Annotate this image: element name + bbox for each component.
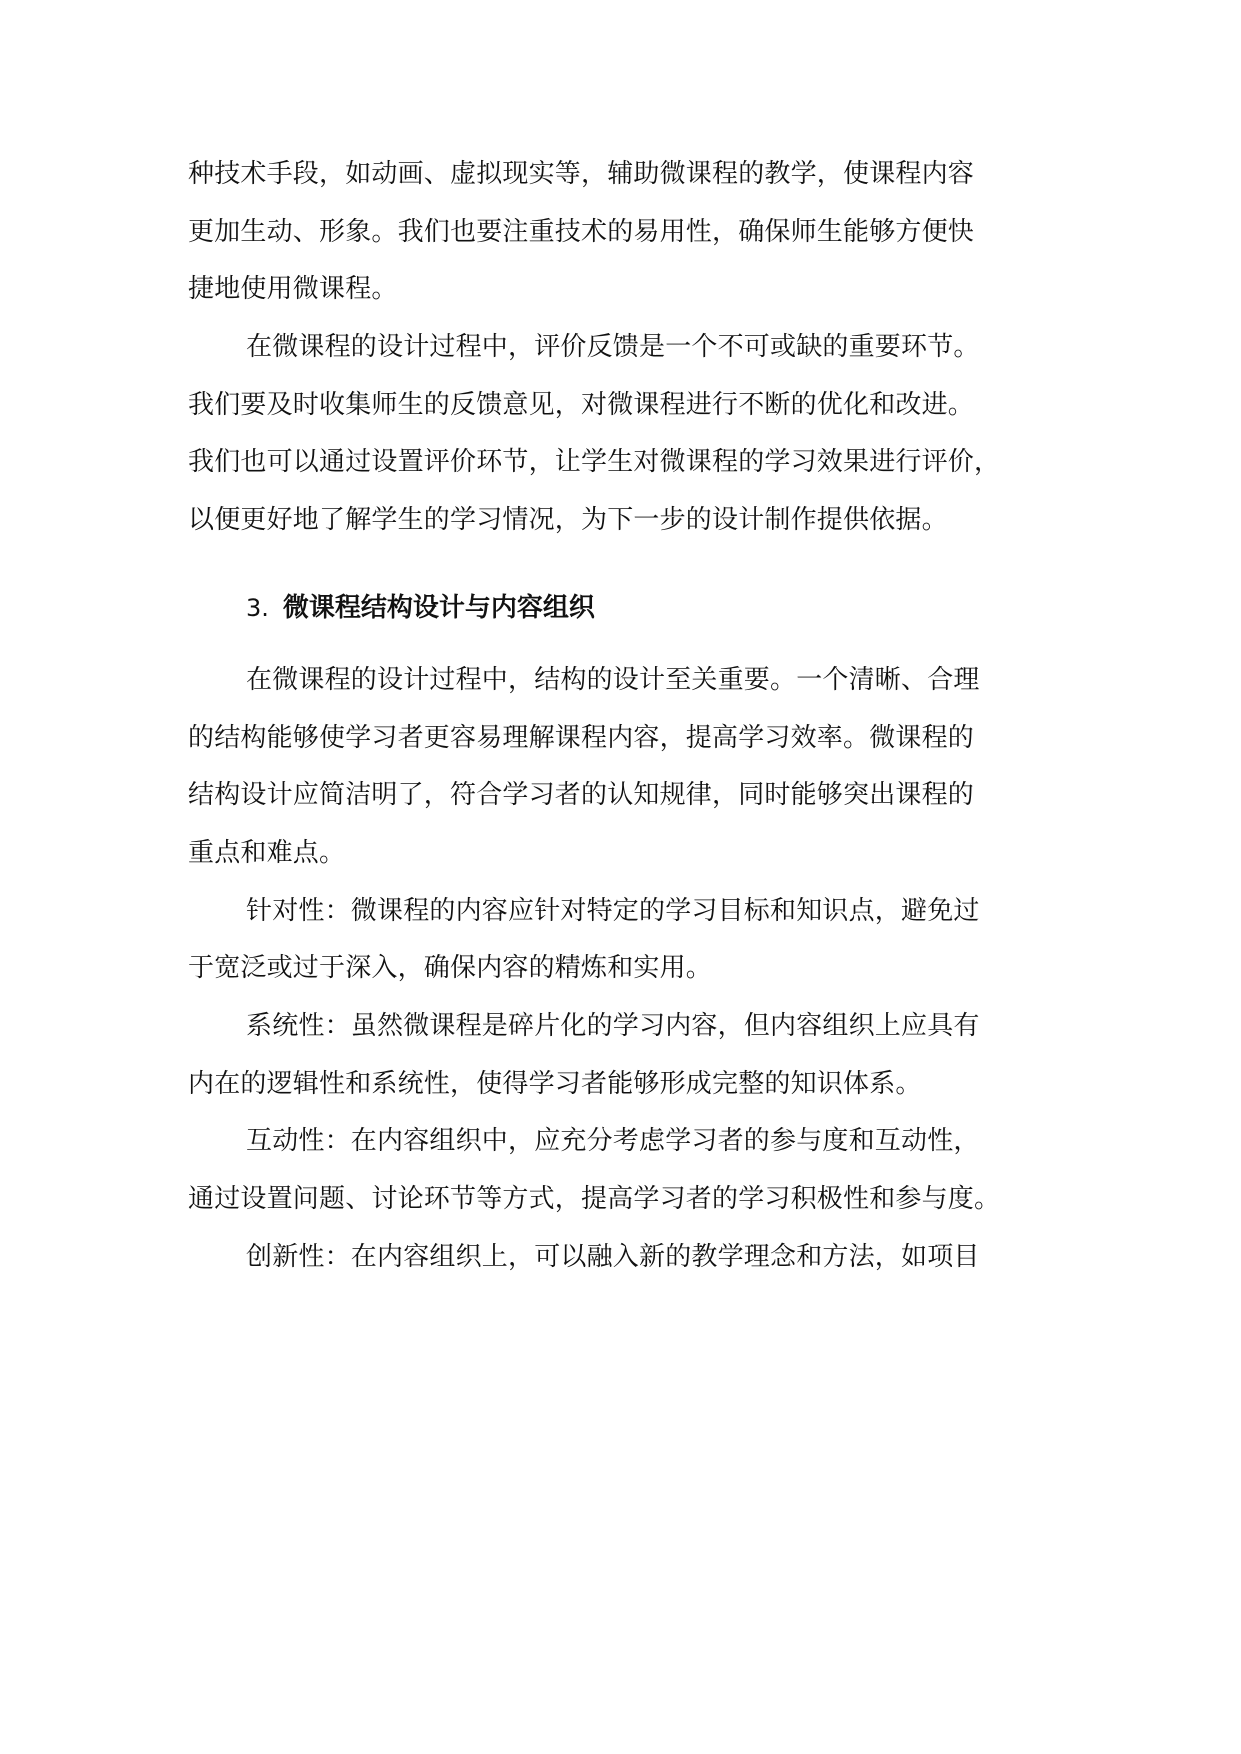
paragraph-interactivity (188, 1113, 1058, 1228)
paragraph-innovation (188, 1229, 1058, 1287)
paragraph-line: 互动性：在内容组织中，应充分考虑学习者的参与度和互动性， (246, 1126, 980, 1157)
section-number: 3. (246, 593, 269, 622)
paragraph-evaluation-feedback (188, 319, 1058, 550)
paragraph-line: 以便更好地了解学生的学习情况，为下一步的设计制作提供依据。 (188, 505, 948, 536)
paragraph-line: 内在的逻辑性和系统性，使得学习者能够形成完整的知识体系。 (188, 1068, 922, 1099)
paragraph-line: 在微课程的设计过程中，评价反馈是一个不可或缺的重要环节。 (246, 332, 980, 363)
paragraph-line: 创新性：在内容组织上，可以融入新的教学理念和方法，如项目 (246, 1241, 980, 1272)
paragraph-line: 种技术手段，如动画、虚拟现实等，辅助微课程的教学，使课程内容 (188, 159, 975, 189)
section-heading (188, 578, 1058, 652)
paragraph-line: 在微课程的设计过程中，结构的设计至关重要。一个清晰、合理 (246, 664, 980, 695)
paragraph-line: 针对性：微课程的内容应针对特定的学习目标和知识点，避免过 (246, 895, 980, 926)
paragraph-line: 结构设计应简洁明了，符合学习者的认知规律，同时能够突出课程的 (188, 780, 975, 811)
paragraph-line: 我们要及时收集师生的反馈意见，对微课程进行不断的优化和改进。 (188, 389, 975, 420)
paragraph-line: 更加生动、形象。我们也要注重技术的易用性，确保师生能够方便快 (188, 216, 975, 247)
paragraph-line: 重点和难点。 (188, 837, 346, 868)
paragraph-line: 捷地使用微课程。 (188, 274, 398, 305)
paragraph-pertinence (188, 883, 1058, 998)
section-spacer (188, 550, 1058, 578)
paragraph-line: 通过设置问题、讨论环节等方式，提高学习者的学习积极性和参与度。 (188, 1184, 1001, 1214)
paragraph-line: 系统性：虽然微课程是碎片化的学习内容，但内容组织上应具有 (246, 1010, 980, 1041)
document-body (188, 146, 1058, 1286)
paragraph-line: 的结构能够使学习者更容易理解课程内容，提高学习效率。微课程的 (188, 722, 975, 753)
paragraph-structure-design (188, 652, 1058, 883)
paragraph-technology-means (188, 146, 1058, 319)
paragraph-systematic (188, 998, 1058, 1113)
paragraph-line: 于宽泛或过于深入，确保内容的精炼和实用。 (188, 953, 713, 984)
paragraph-line: 我们也可以通过设置评价环节，让学生对微课程的学习效果进行评价， (188, 447, 1001, 478)
section-title: 微课程结构设计与内容组织 (282, 592, 595, 623)
